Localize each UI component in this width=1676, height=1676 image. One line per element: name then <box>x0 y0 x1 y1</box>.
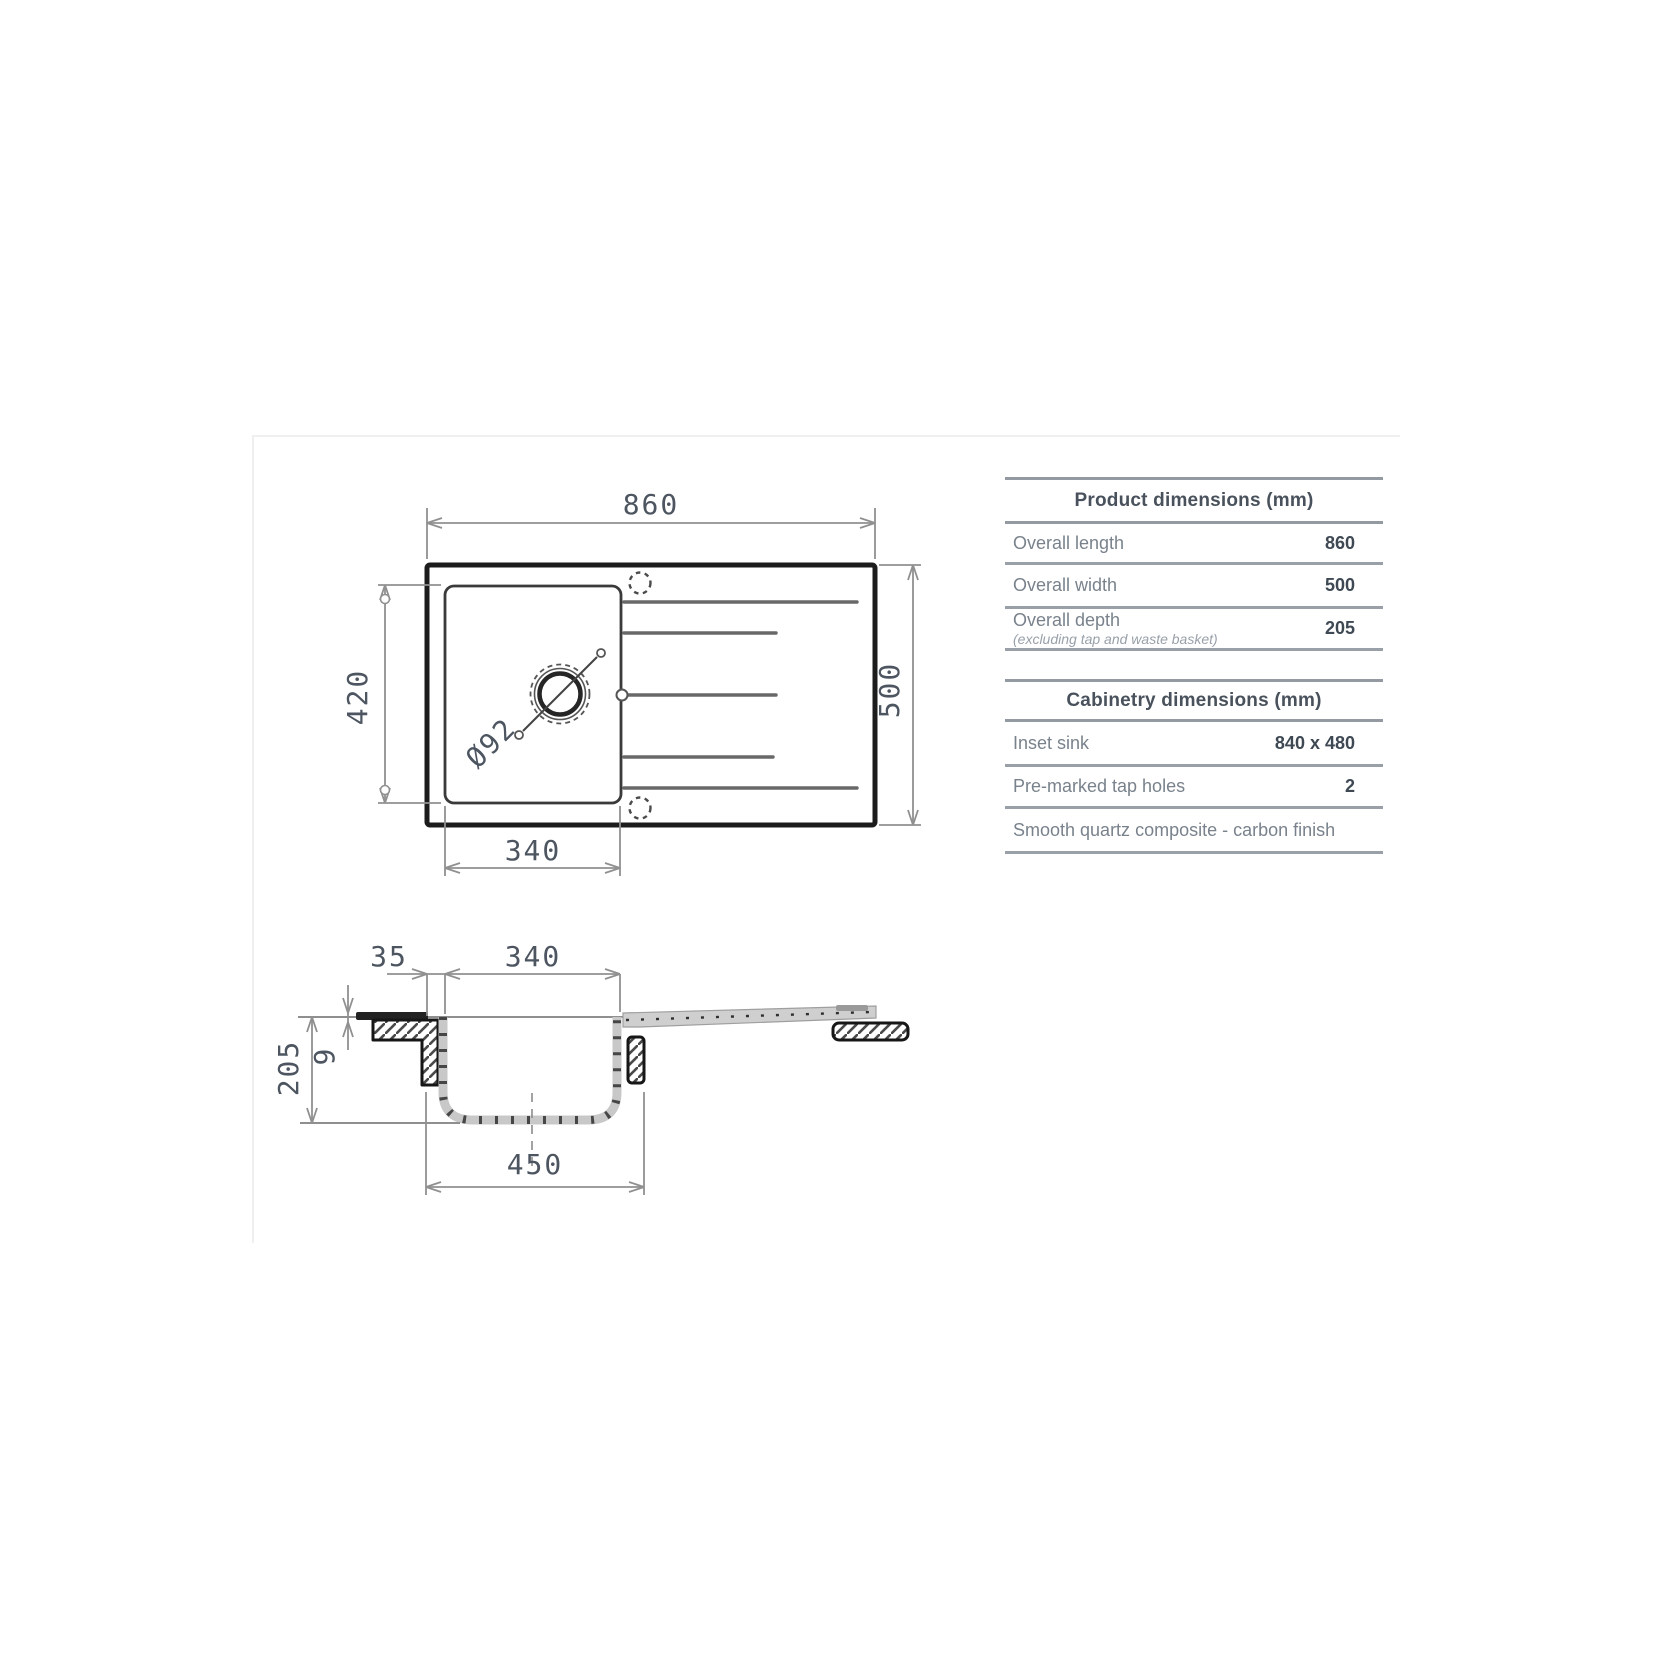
plan-view <box>341 488 921 876</box>
row-label: Inset sink <box>1013 732 1090 753</box>
dim-bowl-height-text: 420 <box>341 668 374 726</box>
dim-bowl-width-text: 340 <box>504 834 562 867</box>
row-label: Smooth quartz composite - carbon finish <box>1013 819 1336 840</box>
bowl-section <box>443 1017 617 1120</box>
row-label: Overall width <box>1013 575 1118 596</box>
row-label-main: Overall depth <box>1013 610 1121 631</box>
table-row <box>1005 565 1383 609</box>
cabinetry-table-title: Cabinetry dimensions (mm) <box>1066 689 1322 711</box>
bowl-outline <box>445 586 621 803</box>
groove-datum-circle <box>617 690 628 701</box>
row-value: 205 <box>1324 618 1355 638</box>
cabinetry-dimensions-table <box>1005 679 1383 854</box>
table-row <box>1005 524 1383 565</box>
row-value: 860 <box>1324 532 1355 553</box>
row-label <box>1013 610 1218 647</box>
row-value: 500 <box>1324 575 1355 595</box>
dim-lip-and-bowltop <box>387 969 620 1016</box>
section-view <box>272 940 908 1195</box>
dim-depth-text: 205 <box>272 1039 305 1097</box>
sink-technical-drawing <box>0 0 1000 1300</box>
table-row <box>1005 722 1383 767</box>
counter-left <box>373 1020 438 1085</box>
dim-overall-width-text: 500 <box>873 661 906 719</box>
dim-lip-text: 35 <box>370 940 408 973</box>
table-row <box>1005 809 1383 854</box>
table-row <box>1005 767 1383 809</box>
product-table-header <box>1005 480 1383 524</box>
table-row <box>1005 609 1383 651</box>
dim-rim-text: 9 <box>308 1046 341 1066</box>
dim-bowltop-text: 340 <box>504 940 562 973</box>
dim-base-text: 450 <box>506 1148 564 1181</box>
row-value: 840 x 480 <box>1274 732 1355 753</box>
row-value: 2 <box>1344 776 1355 796</box>
row-label: Pre-marked tap holes <box>1013 776 1186 797</box>
clip-right <box>628 1037 644 1083</box>
row-label: Overall length <box>1013 532 1125 553</box>
dim-drain-diameter: Ø92 <box>459 711 523 775</box>
cabinetry-table-header <box>1005 682 1383 722</box>
dim-overall-length-text: 860 <box>622 488 680 521</box>
product-table-title: Product dimensions (mm) <box>1074 489 1314 511</box>
dim-depth <box>307 1017 317 1123</box>
product-dimensions-table <box>1005 477 1383 651</box>
row-label-sub: (excluding tap and waste basket) <box>1013 630 1218 647</box>
counter-right <box>833 1023 908 1040</box>
